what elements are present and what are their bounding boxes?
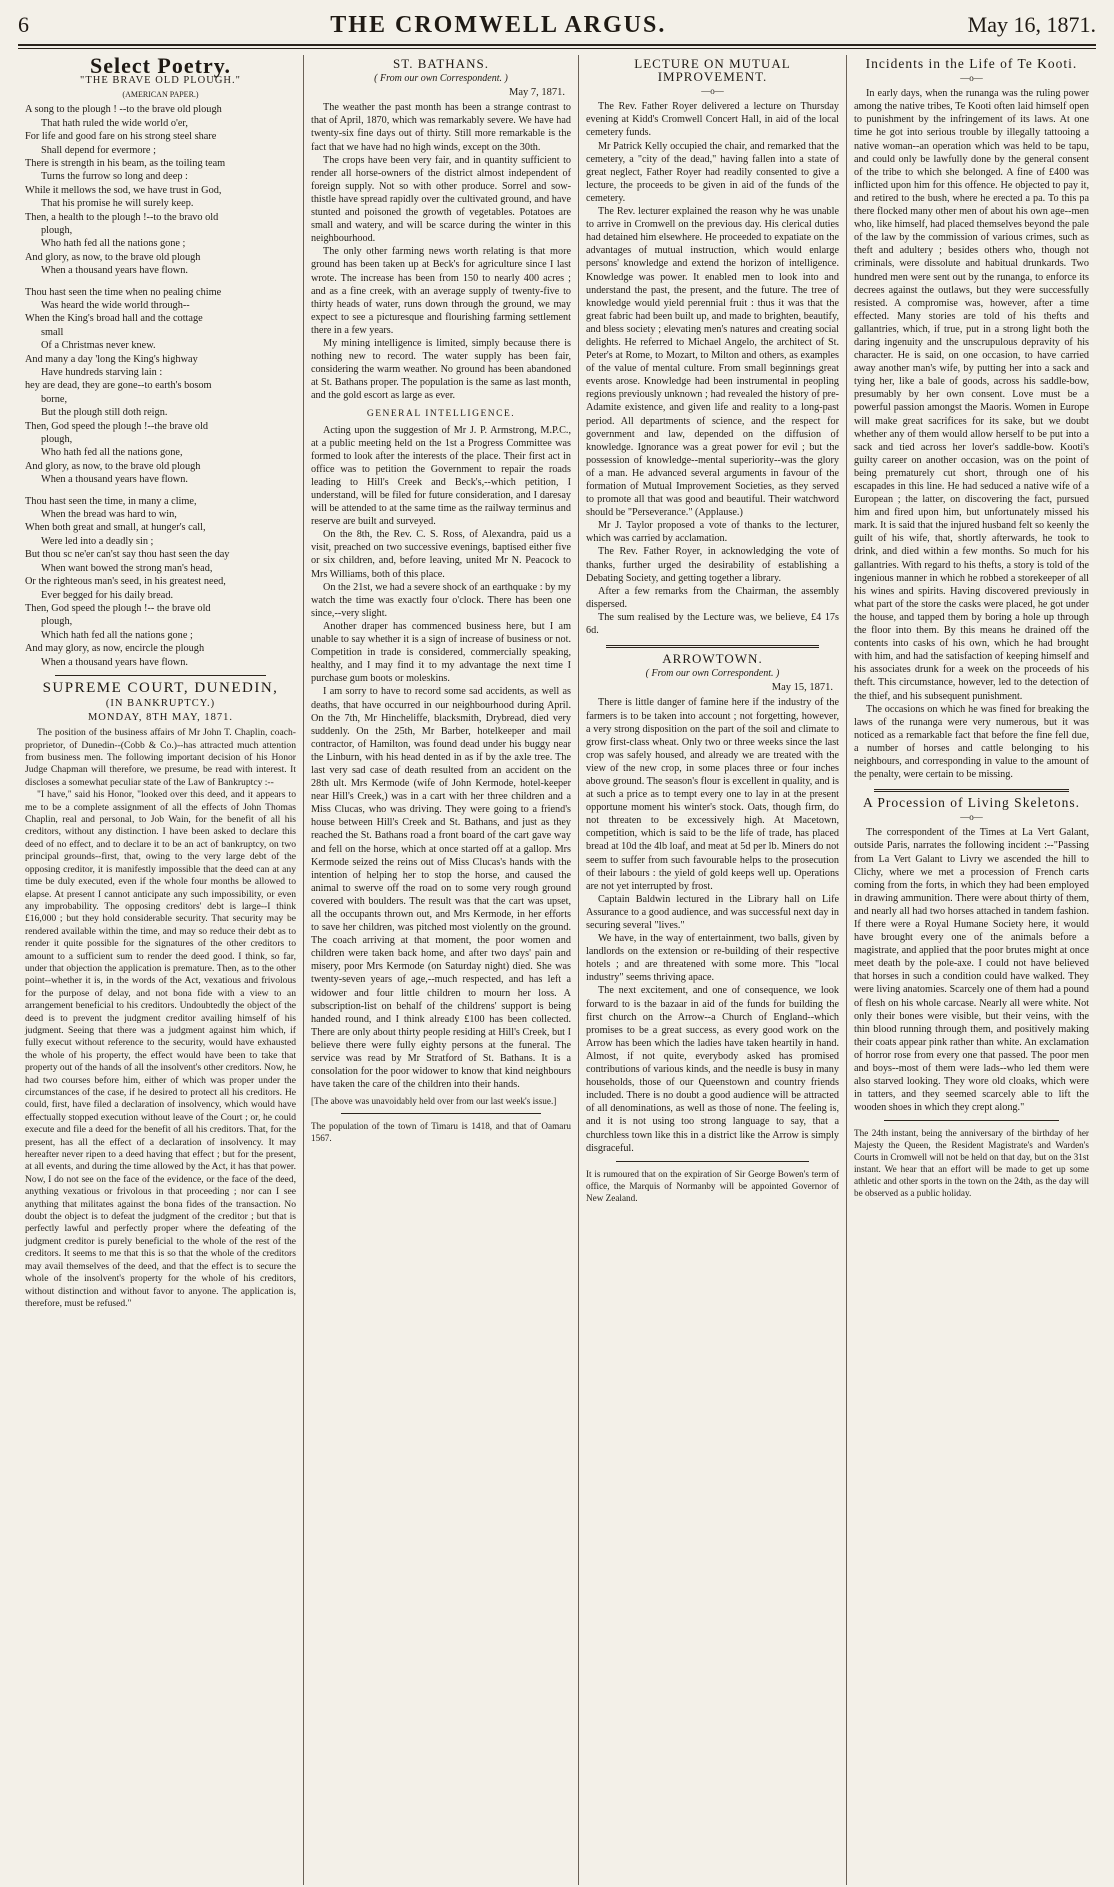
poem-line: Turns the furrow so long and deep : — [41, 171, 188, 183]
issue-date: May 16, 1871. — [967, 12, 1096, 37]
poem-line: When a thousand years have flown. — [41, 265, 188, 277]
te-kooti-title: Incidents in the Life of Te Kooti. — [865, 56, 1078, 71]
column-1 — [18, 55, 303, 1885]
poem-line: Which hath fed all the nations gone ; — [41, 629, 193, 641]
poem-line: When both great and small, at hunger's call, — [25, 522, 206, 534]
poem-line: plough, — [41, 616, 73, 628]
poem-line: When the bread was hard to win, — [41, 509, 177, 521]
paragraph: My mining intelligence is limited, simply because there is nothing new to record. The water supply has been fair, considering the warm weather. No ground has been abandoned at St. Bathans proper. The population is the same as last month, and the gold escort as large as ever. — [311, 337, 571, 402]
poem-line: Of a Christmas never knew. — [41, 340, 156, 352]
poem-line: plough, — [41, 434, 73, 446]
poem-body — [25, 103, 296, 669]
birthday-holiday-note: The 24th instant, being the anniversary of the birthday of her Majesty the Queen, the Resident Magistrate's and Warden's Courts in Cromwell will not be held on that day, but on the 31st instant. We hear that an effort will be made to get up some athletic and other sports in the town on the 24th, as the day will be observed as a public holiday. — [854, 1128, 1089, 1199]
poem-line: plough, — [41, 224, 73, 236]
editor-note: [The above was unavoidably held over from our last week's issue.] — [311, 1096, 557, 1107]
court-date: MONDAY, 8TH MAY, 1871. — [87, 712, 234, 724]
poem-line: A song to the plough ! --to the brave old plough — [25, 104, 222, 116]
column-4 — [846, 55, 1096, 1885]
lecture-body — [586, 100, 839, 637]
arrowtown-date: May 15, 1871. — [771, 682, 833, 694]
poem-line: But the plough still doth reign. — [41, 407, 168, 419]
poem-line: Then, God speed the plough !-- the brave old — [25, 602, 211, 614]
paragraph: We have, in the way of entertainment, two balls, given by landlords on the extension or re-building of their respective hotels ; and are threatened with some more. This "local industry" seems thriving apace. — [586, 933, 839, 984]
poem-line: There is strength in his beam, as the toiling team — [25, 157, 226, 169]
court-title: SUPREME COURT, DUNEDIN, — [42, 679, 279, 696]
poem-title: "THE BRAVE OLD PLOUGH." — [80, 75, 241, 87]
poem-line: Was heard the wide world through-- — [41, 299, 190, 311]
poem-line: Thou hast seen the time when no pealing chime — [25, 286, 222, 298]
poem-line: For life and good fare on his strong steel share — [25, 131, 217, 143]
poem-line: When want bowed the strong man's head, — [41, 562, 213, 574]
paragraph: The Rev. Father Royer, in acknowledging the vote of thanks, further urged the desirability of establishing a Debating Society, and getting together a library. — [586, 546, 839, 584]
poem-line: Have hundreds starving lain : — [41, 367, 163, 378]
paragraph: The position of the business affairs of Mr John T. Chaplin, coach-proprietor, of Dunedin--(Cobb & Co.)--has attracted much attention from business men. The following important decision of his Honor Judge Chapman will therefore, we presume, be read with interest. It discloses a somewhat peculiar state of the Law of Bankruptcy :-- — [25, 727, 296, 788]
divider — [616, 1161, 809, 1162]
stanza-break — [25, 278, 296, 286]
poem-line: Were led into a deadly sin ; — [41, 535, 154, 547]
poem-line: small — [41, 326, 64, 338]
procession-body — [854, 826, 1089, 1114]
paragraph: The sum realised by the Lecture was, we believe, £4 17s 6d. — [586, 611, 839, 637]
st-bathans-date: May 7, 1871. — [509, 87, 565, 99]
paragraph: The occasions on which he was fined for breaking the laws of the runanga were very numerous, but it was noticed as a remarkable fact that before the fine fell due, a number of horses and cattle belonging to his neighbours, and corresponding in value to the amount of the penalty, were certain to be missing. — [854, 703, 1089, 781]
poem-line: Or the righteous man's seed, in his greatest need, — [25, 576, 226, 588]
poem-line: And glory, as now, to the brave old plough — [25, 460, 201, 472]
paragraph: The Rev. lecturer explained the reason why he was unable to arrive in Cromwell on the previous day. His clerical duties had detained him elsewhere. He proceeded to expatiate on the advantages of mutual instruction, which would enlarge persons' knowledge and extend the horizon of intelligence. Knowledge was power. It enabled men to look into and understand the past, the present, and the future. The tree of knowledge would yield perennial fruit : thus it was that the great fabric had been built up, and made to brighten, beautify, and bless society ; elevating men's natures and creating social delights. He referred to Michael Angelo, the architect of St. Peter's at Rome, to Mozart, to Milton and others, as examples of the value of mental culture. From small beginnings great events arose. Knowledge had been instrumental in peopling regions previously unknown ; had revealed the history of pre-Adamite existence, and given life and reality to a long-past period. All departments of science, and the respect for government and law, depended on the diffusion of knowledge. Ignorance was a great power for evil ; but the possession of knowledge--mental superiority--was the glory of a man. He advanced several arguments in favour of the formation of Mutual Improvement Societies, as they served to promote all that was good and beautiful. Their watchword should be "Perseverance." (Applause.) — [586, 206, 839, 519]
poem-line: Then, God speed the plough !--the brave old — [25, 420, 209, 432]
paragraph: On the 21st, we had a severe shock of an earthquake : by my watch the time was exactly four o'clock. There has been one since,--very slight. — [311, 581, 571, 619]
stanza-break — [25, 487, 296, 495]
divider — [606, 645, 819, 648]
columns — [18, 55, 1096, 1885]
poem-line: Then, a health to the plough !--to the bravo old — [25, 211, 219, 223]
procession-title: A Procession of Living Skeletons. — [862, 795, 1081, 811]
paragraph: The next excitement, and one of consequence, we look forward to is the bazaar in aid of the funds for building the first church on the Arrow--a Church of England--which promises to be a great success, as every good work on the Arrow has been which the ladies have taken heartily in hand. Almost, if not quite, everybody asked has promised contributions of various kinds, and the needle is busy in many households, those of our Queenstown and country friends included. There is no doubt a good audience will be attracted of all denominations, as well as those of none. The feeling is, and it is not using too strong language to say, that a churchless town like this in a district like the Arrow is simply disgraceful. — [586, 985, 839, 1154]
st-bathans-body — [311, 101, 571, 402]
poem-line: And many a day 'long the King's highway — [25, 353, 198, 365]
paragraph: Captain Baldwin lectured in the Library hall on Life Assurance to a good audience, and was successful next day in securing several "lives." — [586, 893, 839, 931]
paragraph: Another draper has commenced business here, but I am unable to say whether it is a sign of increase of business or not. Competition in trade is considered, commercially speaking, healthy, and I may find it to my advantage the next time I purchase gum boots or moleskins. — [311, 620, 571, 685]
paragraph: Mr J. Taylor proposed a vote of thanks to the lecturer, which was carried by acclamation. — [586, 520, 839, 545]
paragraph: After a few remarks from the Chairman, the assembly dispersed. — [586, 585, 839, 610]
paragraph: On the 8th, the Rev. C. S. Ross, of Alexandra, paid us a visit, preached on two successive evenings, baptised either five or six children, and, before leaving, united Mr N. Peacock to Mrs Williams, both of this place. — [311, 529, 571, 580]
ornament: —o— — [960, 812, 983, 823]
st-bathans-title: ST. BATHANS. — [393, 56, 489, 71]
poem-line: Ever begged for his daily bread. — [41, 589, 174, 601]
divider — [884, 1120, 1059, 1121]
population-note: The population of the town of Timaru is 1418, and that of Oamaru 1567. — [311, 1121, 571, 1144]
divider — [341, 1113, 541, 1114]
poem-line: And glory, as now, to the brave old plough — [25, 251, 201, 263]
court-body — [25, 727, 296, 1310]
general-intelligence-body — [311, 424, 571, 1092]
paragraph: The only other farming news worth relating is that more ground has been taken up at Beck's for agriculture since I last wrote. The increase has been from 150 to nearly 400 acres ; and as a fine creek, with an average supply of twenty-five to thirty heads of water, runs down through the ground, we may expect to see a picturesque and flourishing farming settlement there in a few years. — [311, 246, 571, 336]
column-2 — [303, 55, 578, 1885]
poem-line: But thou sc ne'er can'st say thou hast seen the day — [25, 549, 230, 561]
column-3 — [578, 55, 846, 1885]
poem-source: (AMERICAN PAPER.) — [122, 90, 199, 100]
paragraph: In early days, when the runanga was the ruling power among the native tribes, Te Kooti often laid himself open to punishment by the infringement of its laws. At one time he got into serious trouble by illegally tattooing a native woman--an operation which was held to be tapu, and could only be lawfully done by the general consent of the tribe to which she belonged. A fine of £400 was inflicted upon him for this offence. He objected to pay it, and retired to the bush, where he erected a pa. To this pa there flocked many other men of about his own age--men who, like himself, had placed themselves beyond the pale of the law by the commission of various crimes, such as theft and adultery ; besides others who, though not criminals, were dissolute and habitual drunkards. Two hundred men were sent out by the runanga, to enforce its decrees against the outlaws, but they were successfully resisted. A compromise was, however, after a time effected. Many stories are told of his thefts and gallantries, which, if true, put in a strong light both the daring ingenuity and the unscrupulous depravity of his character. He is said, on one occasion, to have carried away another man's wife, by putting her into a sack and tying her, like a bale of goods, across his saddle-bow, presumably by her own consent. Love must be a powerful passion amongst the Maoris. Women in Europe will make great sacrifices for its sake, but we doubt whether any of them would allow herself to be put into a sack and tied across her lover's saddle-bow. Kooti's guilty career on another occasion, was on the point of being prematurely cut short, through one of his escapades in this line. He had seduced a native wife of a European ; the latter, on discovering the fact, pursued him and fired upon him, but unfortunately missed his mark. It is said that the injured husband felt so keenly the guilt of his wife, that, shortly afterwards, he took to drink, and died within a few months. So much for his gallantries. With regard to his thefts, a story is told of the ingenious manner in which he robbed a storekeeper of all his wines and spirits. Having discovered previously in what part of the store the casks were placed, he got under the house, and tapped them by boring a hole up through the floor into them. By this means he drained off the contents into casks of his own, which he had brought with him, and had the satisfaction of keeping himself and his associates drunk for a week on the proceeds of his theft. This circumstance, however, led to the detection of the thief, and his subsequent punishment. — [854, 88, 1089, 702]
newspaper-title: THE CROMWELL ARGUS. — [330, 11, 667, 38]
arrowtown-source: ( From our own Correspondent. ) — [645, 668, 780, 680]
masthead-rule — [18, 44, 1096, 49]
poem-line: When the King's broad hall and the cottage — [25, 313, 203, 325]
poem-line: When a thousand years have flown. — [41, 474, 188, 486]
paragraph: Acting upon the suggestion of Mr J. P. Armstrong, M.P.C., at a public meeting held on the 1st a Progress Committee was formed to look after the interests of the place. Their first act in office was to petition the Government to repair the roads leading to Hill's Creek and Beck's,--which petition, I understand, will be filed for future consideration, and I daresay will be attended to at the same time as the railway terminus and reserve are built and surveyed. — [311, 424, 571, 528]
governor-rumour: It is rumoured that on the expiration of Sir George Bowen's term of office, the Marquis of Normanby will be appointed Governor of New Zealand. — [586, 1168, 839, 1203]
poem-line: hey are dead, they are gone--to earth's bosom — [25, 380, 212, 392]
ornament: —o— — [960, 73, 983, 84]
poem-line: That his promise he will surely keep. — [41, 198, 194, 210]
paragraph: Mr Patrick Kelly occupied the chair, and remarked that the cemetery, a "city of the dead," having fallen into a state of great neglect, Father Royer had readily consented to give a lecture, the proceeds to be given in aid of the funds of the cemetery. — [586, 140, 839, 204]
paragraph: The correspondent of the Times at La Vert Galant, outside Paris, narrates the following incident :--"Passing from La Vert Galant to Livry we ascended the hill to Clichy, where we met a procession of French carts coming from the forts, in which they had been employed in drawing ammunition. There were about thirty of them, and nearly all had two horses attached in tandem fashion. If there were a Royal Humane Society here, it would have brought every one of the animals before a magistrate, and applied that the poor brutes might at once meet death by the pole-axe. I could not have believed that horses in such a condition could have walked. They were living anatomies. Scarcely one of them had a pound of flesh on his whole carcase. Nearly all were white. Not only their bones were visible, but their veins, with the thin blood running through them, and positively making their coats appear pink rather than white. An exclamation of horror rose from every one that passed. The poor men and boys--most of them were lads--who led them were also starved looking. They wore old cloaks, which were in tatters, and they seemed scarcely able to lift the wooden shoes in which they crept along." — [854, 827, 1089, 1114]
paragraph: The crops have been very fair, and in quantity sufficient to render all horse-owners of the district almost independent of foreign supply. Not so with other produce. Sorrel and sow-thistle have spread rapidly over the cultivated ground, and have stunted and poisoned the growth of vegetables. Potatoes are small and watery, and will be scarce during the winter in this neighbourhood. — [311, 154, 571, 245]
poem-line: Who hath fed all the nations gone, — [41, 447, 183, 459]
paragraph: I am sorry to have to record some sad accidents, as well as deaths, that have occurred in our neighbourhood during April. On the 7th, Mr Hincheliffe, blacksmith, Drybread, died very suddenly. On the 25th, Mr Barber, hotelkeeper and mail contractor, of Hamilton, was found dead under his buggy near the Linburn, with his head dented in as if by the axle tree. The last very sad case of death resulted from an accident on the 28th ult. Mrs Kermode (wife of John Kermode, hotel-keeper near Hill's Creek,) was in a cart with her three children and a Miss Clucas, who was driving. They were going to a friend's house between Hill's Creek and St. Bathans, and just as they reached the St. Bathans road a front board of the cart gave way and fell on the horse, which at once started off at a gallop. Mrs Kermode seized the reins out of Miss Clucas's hands with the intention of helping her to stop the horse, and caused the animal to swerve off the road on to some very rough ground covered with boulders. The result was that the cart was upset, all the occupants thrown out, and Mrs Kermode, in her efforts to save her children, was pitched most violently on the ground. The coach arriving at that moment, the poor women and children were taken back home, and after two days' pain and misery, poor Mrs Kermode (on Saturday night) died. She was twenty-seven years of age,--much respected, and has left a widower and four little children to mourn her loss. A subscription-list on behalf of the childrens' support is being handed round, and I think already £100 has been collected. There are only about thirty people residing at Hill's Creek, but I believe there were fully eighty persons at the funeral. The service was read by Mr Stratford of St. Bathans. It is a consolation for the poor widower to know that kind neighbours have taken the care of the children into their hands. — [311, 686, 571, 1091]
paragraph: "I have," said his Honor, "looked over this deed, and it appears to me to be a complete assignment of all the effects of John Thomas Chaplin, real and personal, to Job Wain, for the benefit of all his creditors, without any distinction. I have been asked to declare this deed of no effect, and to declare it to be an act of bankruptcy, on two principal grounds--first, that, owing to the very large debt of the opposing creditor, it is manifestly impossible that the deed can at any time be duly executed, even if the whole four months be allowed to elapse. At present I cannot anticipate any such impossibility, or even any improbability. The opposing creditors' debt is large--I think £16,000 ; but they hold considerable security. That security may be rendered available within the time, and may so reduce their debt as to render it quite possible for the signatures of the other creditors to amount to a sufficient sum to render the deed good. I think, so far, under that objection the application is premature. Then, as to the other point--whether it is, in the words of the Act, vexatious and frivolous for the purpose of delay, and not bona fide with a view to an arrangement beneficial to his creditors. Undoubtedly the object of the deed is to prevent the judgment creditor availing himself of his judgment. Seeing that there was a judgment against him which, if fully execut without reference to the security, would have exhausted the whole of his property, the effect would have been to take that property out of the hands of all the insolvent's other creditors. Now, he had two courses before him, either of which was proper under the circumstances of the case, if he desired to protect all his creditors. He could, first, have filed a declaration of insolvency, which would have effectually stopped execution without leave of the Court ; or, he could execute and file a deed for the benefit of all his creditors. That, for the present, has all the effect of a declaration of insolvency. It may hereafter never ripen to a deed having that effect ; but for the present, at all events, and during the time allowed by the Act, it has that power. Now, I do not see on the face of the evidence, or the face of the deed, anything vexatious or frivolous in that proceeding ; nor can I see anything that militates against the bona fides of the transaction. No doubt the object is to defeat the judgment of the creditor ; but that is perfectly lawful and perfectly proper where the defeating of the judgment creditor is purely beneficial to the whole of the rest of the creditors. It seems to me that this is so that the whole of the creditors may avail themselves of the deed, and that the effect is to secure the whole of the insolvent's property for the whole of his creditors, without distinction and without favor to anyone. The application is, therefore, must be refused." — [25, 789, 296, 1309]
ornament: —o— — [701, 86, 724, 97]
arrowtown-title: ARROWTOWN. — [662, 651, 763, 667]
lecture-title: LECTURE ON MUTUAL IMPROVEMENT. — [634, 56, 791, 85]
poem-line: Who hath fed all the nations gone ; — [41, 238, 186, 250]
paragraph: The Rev. Father Royer delivered a lecture on Thursday evening at Kidd's Cromwell Concert Hall, in aid of the local cemetery funds. — [586, 101, 839, 139]
court-subtitle: (IN BANKRUPTCY.) — [105, 698, 216, 710]
paragraph: There is little danger of famine here if the industry of the farmers is to be taken into account ; not forgetting, however, a very strong disposition on the part of the soil and climate to grow first-class wheat. Only two or three weeks since the last crop was safely housed, and already we are treated with the view of the new crop, in some places three or four inches above ground. The season's flour is excellent in quality, and is at such a price as to tempt every one to lay in at the present opportune moment his winter's stock. Oats, though firm, do not threaten to be excessively high. At Macetown, competition, which is said to be the life of trade, has placed bread at 10d the 4lb loaf, and meat at 5d per lb. Miners do not seem to suffer from such favourable helps to the prosecution of their labours : the yield of gold keeps well up. Operations are not yet interrupted by frost. — [586, 697, 839, 892]
poem-line: That hath ruled the wide world o'er, — [41, 117, 188, 129]
poem-line: While it mellows the sod, we have trust in God, — [25, 184, 222, 196]
section-title-poetry: Select Poetry. — [89, 55, 232, 78]
page-number: 6 — [18, 12, 29, 37]
poem-line: And may glory, as now, encircle the plough — [25, 643, 205, 655]
general-intelligence-heading: GENERAL INTELLIGENCE. — [366, 409, 516, 420]
paragraph: The weather the past month has been a strange contrast to that of April, 1870, which was remarkably severe. We have had twenty-six fine days out of thirty. Still more remarkable is the fact that we have had no high winds, except on the 30th. — [311, 102, 571, 153]
poem-line: Shall depend for evermore ; — [41, 144, 156, 156]
poem-line: When a thousand years have flown. — [41, 656, 188, 668]
divider — [55, 675, 266, 676]
st-bathans-source: ( From our own Correspondent. ) — [374, 73, 508, 85]
poem-line: borne, — [41, 393, 68, 405]
masthead — [18, 8, 1096, 42]
divider — [874, 789, 1069, 792]
arrowtown-body — [586, 696, 839, 1154]
te-kooti-body — [854, 87, 1089, 781]
poem-line: Thou hast seen the time, in many a clime, — [25, 495, 197, 507]
